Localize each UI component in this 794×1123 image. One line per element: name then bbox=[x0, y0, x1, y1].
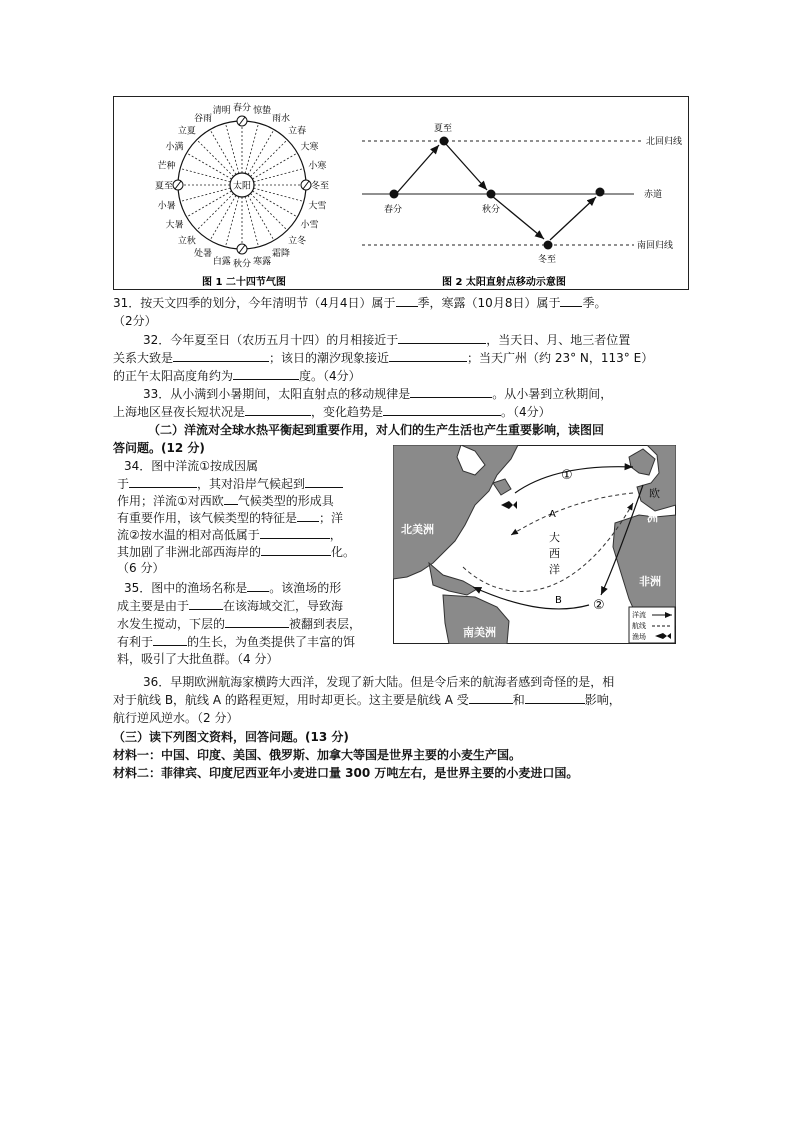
solar-term-label: 冬至 bbox=[310, 181, 330, 192]
solar-term-label: 立春 bbox=[288, 126, 307, 137]
q31-blank-2[interactable] bbox=[560, 294, 582, 307]
fig1-caption: 图 1 二十四节气图 bbox=[202, 277, 286, 288]
q33-line2 bbox=[113, 403, 551, 421]
q36-blank-1[interactable] bbox=[469, 691, 513, 704]
solar-term-label: 春分 bbox=[232, 103, 252, 114]
q34-l2a: 于 bbox=[117, 477, 130, 491]
q34-l2b: ，其对沿岸气候起到 bbox=[197, 477, 306, 491]
q35-blank-2[interactable] bbox=[189, 597, 223, 610]
term-spoke bbox=[180, 188, 230, 201]
q35-l4 bbox=[117, 633, 355, 651]
q36-text-c: 和 bbox=[512, 693, 525, 707]
q35-l1b: 。该渔场的形 bbox=[269, 581, 342, 595]
q34-l4 bbox=[117, 509, 343, 527]
q34-l5a: 流②按水温的相对高低属于 bbox=[117, 528, 260, 542]
q34-l4b: ；洋 bbox=[319, 511, 344, 525]
q33-text-c: 上海地区昼夜长短状况是 bbox=[113, 405, 246, 419]
q34-l1: 34．图中洋流①按成因属 bbox=[124, 459, 259, 473]
q31-text-b: 季，寒露（10月8日）属于 bbox=[417, 296, 561, 310]
q32-text-a: 32．今年夏至日（农历五月十四）的月相接近于 bbox=[143, 333, 399, 347]
q35-l3 bbox=[117, 615, 361, 633]
q31-line2 bbox=[113, 312, 157, 330]
q34-l5 bbox=[117, 526, 342, 544]
term-spoke bbox=[210, 195, 236, 240]
q34-blank-4[interactable] bbox=[297, 509, 319, 522]
sun-point-diagram bbox=[362, 123, 682, 265]
q33-text-a: 33．从小满到小暑期间，太阳直射点的移动规律是 bbox=[143, 387, 411, 401]
winter-label: 冬至 bbox=[538, 255, 557, 265]
label-ocean-2: 西 bbox=[549, 547, 560, 560]
q35-l3b: 被翻到表层， bbox=[289, 617, 362, 631]
q34-l2 bbox=[117, 475, 343, 493]
summer-point bbox=[440, 137, 449, 146]
q34-l5b: ， bbox=[329, 528, 342, 542]
term-spoke bbox=[250, 193, 287, 230]
term-spoke bbox=[250, 140, 287, 177]
next-spring-point bbox=[596, 188, 605, 197]
q33-text-e: 。（4分） bbox=[501, 405, 551, 419]
q32-line2 bbox=[113, 349, 653, 367]
term-spoke bbox=[197, 193, 234, 230]
label-south-america: 南美洲 bbox=[463, 626, 496, 639]
term-spoke bbox=[254, 188, 304, 201]
term-spoke bbox=[252, 191, 297, 217]
label-route-b: B bbox=[555, 595, 562, 606]
label-ocean-1: 大 bbox=[549, 531, 560, 544]
solar-term-label: 大暑 bbox=[165, 220, 184, 231]
term-spoke bbox=[225, 123, 238, 173]
solar-term-label: 寒露 bbox=[253, 256, 272, 267]
q35-blank-1[interactable] bbox=[247, 579, 269, 592]
figures-svg bbox=[114, 97, 690, 291]
solar-term-label: 惊蛰 bbox=[253, 106, 272, 117]
summer-label: 夏至 bbox=[434, 124, 453, 134]
q35-l2a: 成主要是由于 bbox=[117, 599, 190, 613]
q35-l2b: 在该海域交汇，导致海 bbox=[223, 599, 344, 613]
arrow-winter-spring bbox=[550, 197, 596, 240]
term-spoke bbox=[248, 130, 274, 175]
solar-term-label: 立冬 bbox=[288, 236, 307, 247]
q36-text-d: 影响， bbox=[584, 693, 621, 707]
term-spoke bbox=[187, 191, 232, 217]
solar-terms-diagram bbox=[155, 102, 329, 270]
q31-score: （2分） bbox=[113, 314, 157, 328]
q32-text-c: 关系大致是 bbox=[113, 351, 174, 365]
term-spoke bbox=[254, 168, 304, 181]
q34-l3 bbox=[117, 492, 334, 510]
sec3-title: （三）读下列图文资料，回答问题。(13 分) bbox=[113, 730, 349, 744]
q34-blank-3[interactable] bbox=[224, 492, 238, 505]
q34-blank-5[interactable] bbox=[260, 526, 330, 539]
q34-blank-1[interactable] bbox=[129, 475, 197, 488]
solar-term-label: 小雪 bbox=[300, 220, 319, 231]
solar-term-label: 清明 bbox=[212, 106, 231, 117]
spring-label: 春分 bbox=[384, 205, 403, 215]
q34-l4a: 有重要作用，该气候类型的特征是 bbox=[117, 511, 298, 525]
sec3-material-2: 材料二：菲律宾、印度尼西亚年小麦进口量 300 万吨左右，是世界主要的小麦进口国。 bbox=[113, 766, 579, 780]
equator-label: 赤道 bbox=[644, 190, 663, 200]
q35-l2 bbox=[117, 597, 343, 615]
q34-blank-6[interactable] bbox=[261, 543, 331, 556]
label-ocean-3: 洋 bbox=[549, 563, 560, 576]
term-spoke bbox=[210, 130, 236, 175]
arrow-spring-summer bbox=[396, 145, 439, 194]
q32-line3 bbox=[113, 367, 361, 385]
solar-term-label: 夏至 bbox=[154, 181, 174, 192]
q32-text-g: 度。（4分） bbox=[299, 369, 361, 383]
q34-l6a: 其加剧了非洲北部西海岸的 bbox=[117, 545, 262, 559]
label-europe-2: 洲 bbox=[647, 511, 658, 524]
q36-line3: 航行逆风逆水。（2 分） bbox=[113, 711, 239, 725]
sec2-line2: 答问题。(12 分) bbox=[113, 441, 205, 455]
q34-l3a: 作用；洋流①对西欧 bbox=[117, 494, 224, 508]
solar-term-label: 小满 bbox=[165, 142, 184, 153]
q33-blank-1[interactable] bbox=[410, 385, 492, 398]
solar-term-label: 小暑 bbox=[157, 201, 176, 212]
q35-l4b: 的生长，为鱼类提供了丰富的饵 bbox=[187, 635, 356, 649]
tropic-cancer-label: 北回归线 bbox=[646, 137, 683, 147]
solar-term-label: 秋分 bbox=[232, 259, 252, 270]
solar-term-label: 谷雨 bbox=[193, 113, 213, 124]
tropic-capricorn-label: 南回归线 bbox=[637, 241, 674, 251]
term-spoke bbox=[252, 153, 297, 179]
label-europe-1: 欧 bbox=[649, 487, 660, 500]
q35-blank-3[interactable] bbox=[225, 615, 289, 628]
sun-label: 太阳 bbox=[232, 181, 252, 192]
solar-term-label: 处暑 bbox=[193, 249, 213, 260]
q33-blank-3[interactable] bbox=[383, 403, 501, 416]
label-current-1: ① bbox=[561, 468, 573, 483]
label-north-america: 北美洲 bbox=[401, 523, 434, 536]
winter-point bbox=[544, 241, 553, 250]
term-spoke bbox=[187, 153, 232, 179]
q32-text-d: ；该日的潮汐现象接近 bbox=[269, 351, 390, 365]
q34-l3b: 气候类型的形成具 bbox=[237, 494, 334, 508]
solar-term-label: 小寒 bbox=[308, 161, 327, 172]
q35-blank-4[interactable] bbox=[153, 633, 187, 646]
legend-current-label: 洋流 bbox=[632, 611, 646, 619]
q35-l5: 料，吸引了大批鱼群。（4 分） bbox=[117, 652, 279, 666]
solar-term-label: 芒种 bbox=[157, 161, 176, 172]
q31-text-c: 季。 bbox=[582, 296, 607, 310]
fig2-caption: 图 2 太阳直射点移动示意图 bbox=[442, 277, 566, 288]
term-spoke bbox=[245, 197, 258, 247]
term-spoke bbox=[180, 168, 230, 181]
q31-blank-1[interactable] bbox=[396, 294, 418, 307]
q32-blank-1[interactable] bbox=[398, 331, 486, 344]
q32-blank-2[interactable] bbox=[173, 349, 269, 362]
arrow-summer-autumn bbox=[445, 143, 487, 190]
spring-point bbox=[390, 190, 399, 199]
q35-l1 bbox=[124, 579, 341, 597]
sec2-line1: （二）洋流对全球水热平衡起到重要作用，对人们的生产生活也产生重要影响，读图回 bbox=[148, 423, 605, 437]
solar-term-label: 立秋 bbox=[177, 236, 196, 247]
term-spoke bbox=[248, 195, 274, 240]
solar-term-label: 霜降 bbox=[271, 249, 291, 260]
label-africa: 非洲 bbox=[639, 575, 661, 588]
q36-line2 bbox=[113, 691, 621, 709]
term-spoke bbox=[197, 140, 234, 177]
figure-panel bbox=[113, 96, 689, 290]
q34-l6 bbox=[117, 543, 355, 561]
sec3-material-1: 材料一：中国、印度、美国、俄罗斯、加拿大等国是世界主要的小麦生产国。 bbox=[113, 748, 522, 762]
solar-term-label: 大雪 bbox=[308, 201, 327, 212]
q36-text-b: 对于航线 B，航线 A 的路程更短，用时却更长。这主要是航线 A 受 bbox=[113, 693, 469, 707]
arrow-autumn-winter bbox=[492, 196, 544, 239]
term-spoke bbox=[245, 123, 258, 173]
q36-line1: 36．早期欧洲航海家横跨大西洋，发现了新大陆。但是令后来的航海者感到奇怪的是，相 bbox=[143, 675, 615, 689]
autumn-label: 秋分 bbox=[482, 205, 501, 215]
q33-blank-2[interactable] bbox=[245, 403, 311, 416]
q32-line1 bbox=[143, 331, 630, 349]
q35-l3a: 水发生搅动，下层的 bbox=[117, 617, 226, 631]
legend-fishery-label: 渔场 bbox=[632, 633, 646, 641]
solar-term-label: 大寒 bbox=[300, 142, 319, 153]
legend-route-label: 航线 bbox=[632, 622, 646, 630]
q36-blank-2[interactable] bbox=[525, 691, 585, 704]
solar-term-label: 立夏 bbox=[177, 126, 196, 137]
q31-line1 bbox=[113, 294, 606, 312]
q35-l4a: 有利于 bbox=[117, 635, 154, 649]
term-spoke bbox=[225, 197, 238, 247]
q32-text-e: ；当天广州（约 23° N，113° E） bbox=[467, 351, 654, 365]
q34-l6b: 化。 bbox=[331, 545, 356, 559]
q34-blank-2[interactable] bbox=[305, 475, 343, 488]
q33-line1 bbox=[143, 385, 612, 403]
q32-blank-3[interactable] bbox=[389, 349, 467, 362]
q35-l1a: 35．图中的渔场名称是 bbox=[124, 581, 248, 595]
autumn-point bbox=[487, 190, 496, 199]
q31-text-a: 31．按天文四季的划分，今年清明节（4月4日）属于 bbox=[113, 296, 396, 310]
solar-term-label: 白露 bbox=[212, 256, 231, 267]
label-current-2: ② bbox=[593, 598, 605, 613]
q32-blank-4[interactable] bbox=[233, 367, 299, 380]
q32-text-f: 的正午太阳高度角约为 bbox=[113, 369, 234, 383]
q33-text-d: ，变化趋势是 bbox=[311, 405, 384, 419]
solar-term-label: 雨水 bbox=[271, 113, 291, 124]
q34-l7: （6 分） bbox=[117, 561, 165, 575]
atlantic-map bbox=[393, 445, 676, 644]
q33-text-b: 。从小暑到立秋期间， bbox=[492, 387, 613, 401]
q32-text-b: ，当天日、月、地三者位置 bbox=[486, 333, 631, 347]
label-route-a: A bbox=[549, 509, 556, 520]
